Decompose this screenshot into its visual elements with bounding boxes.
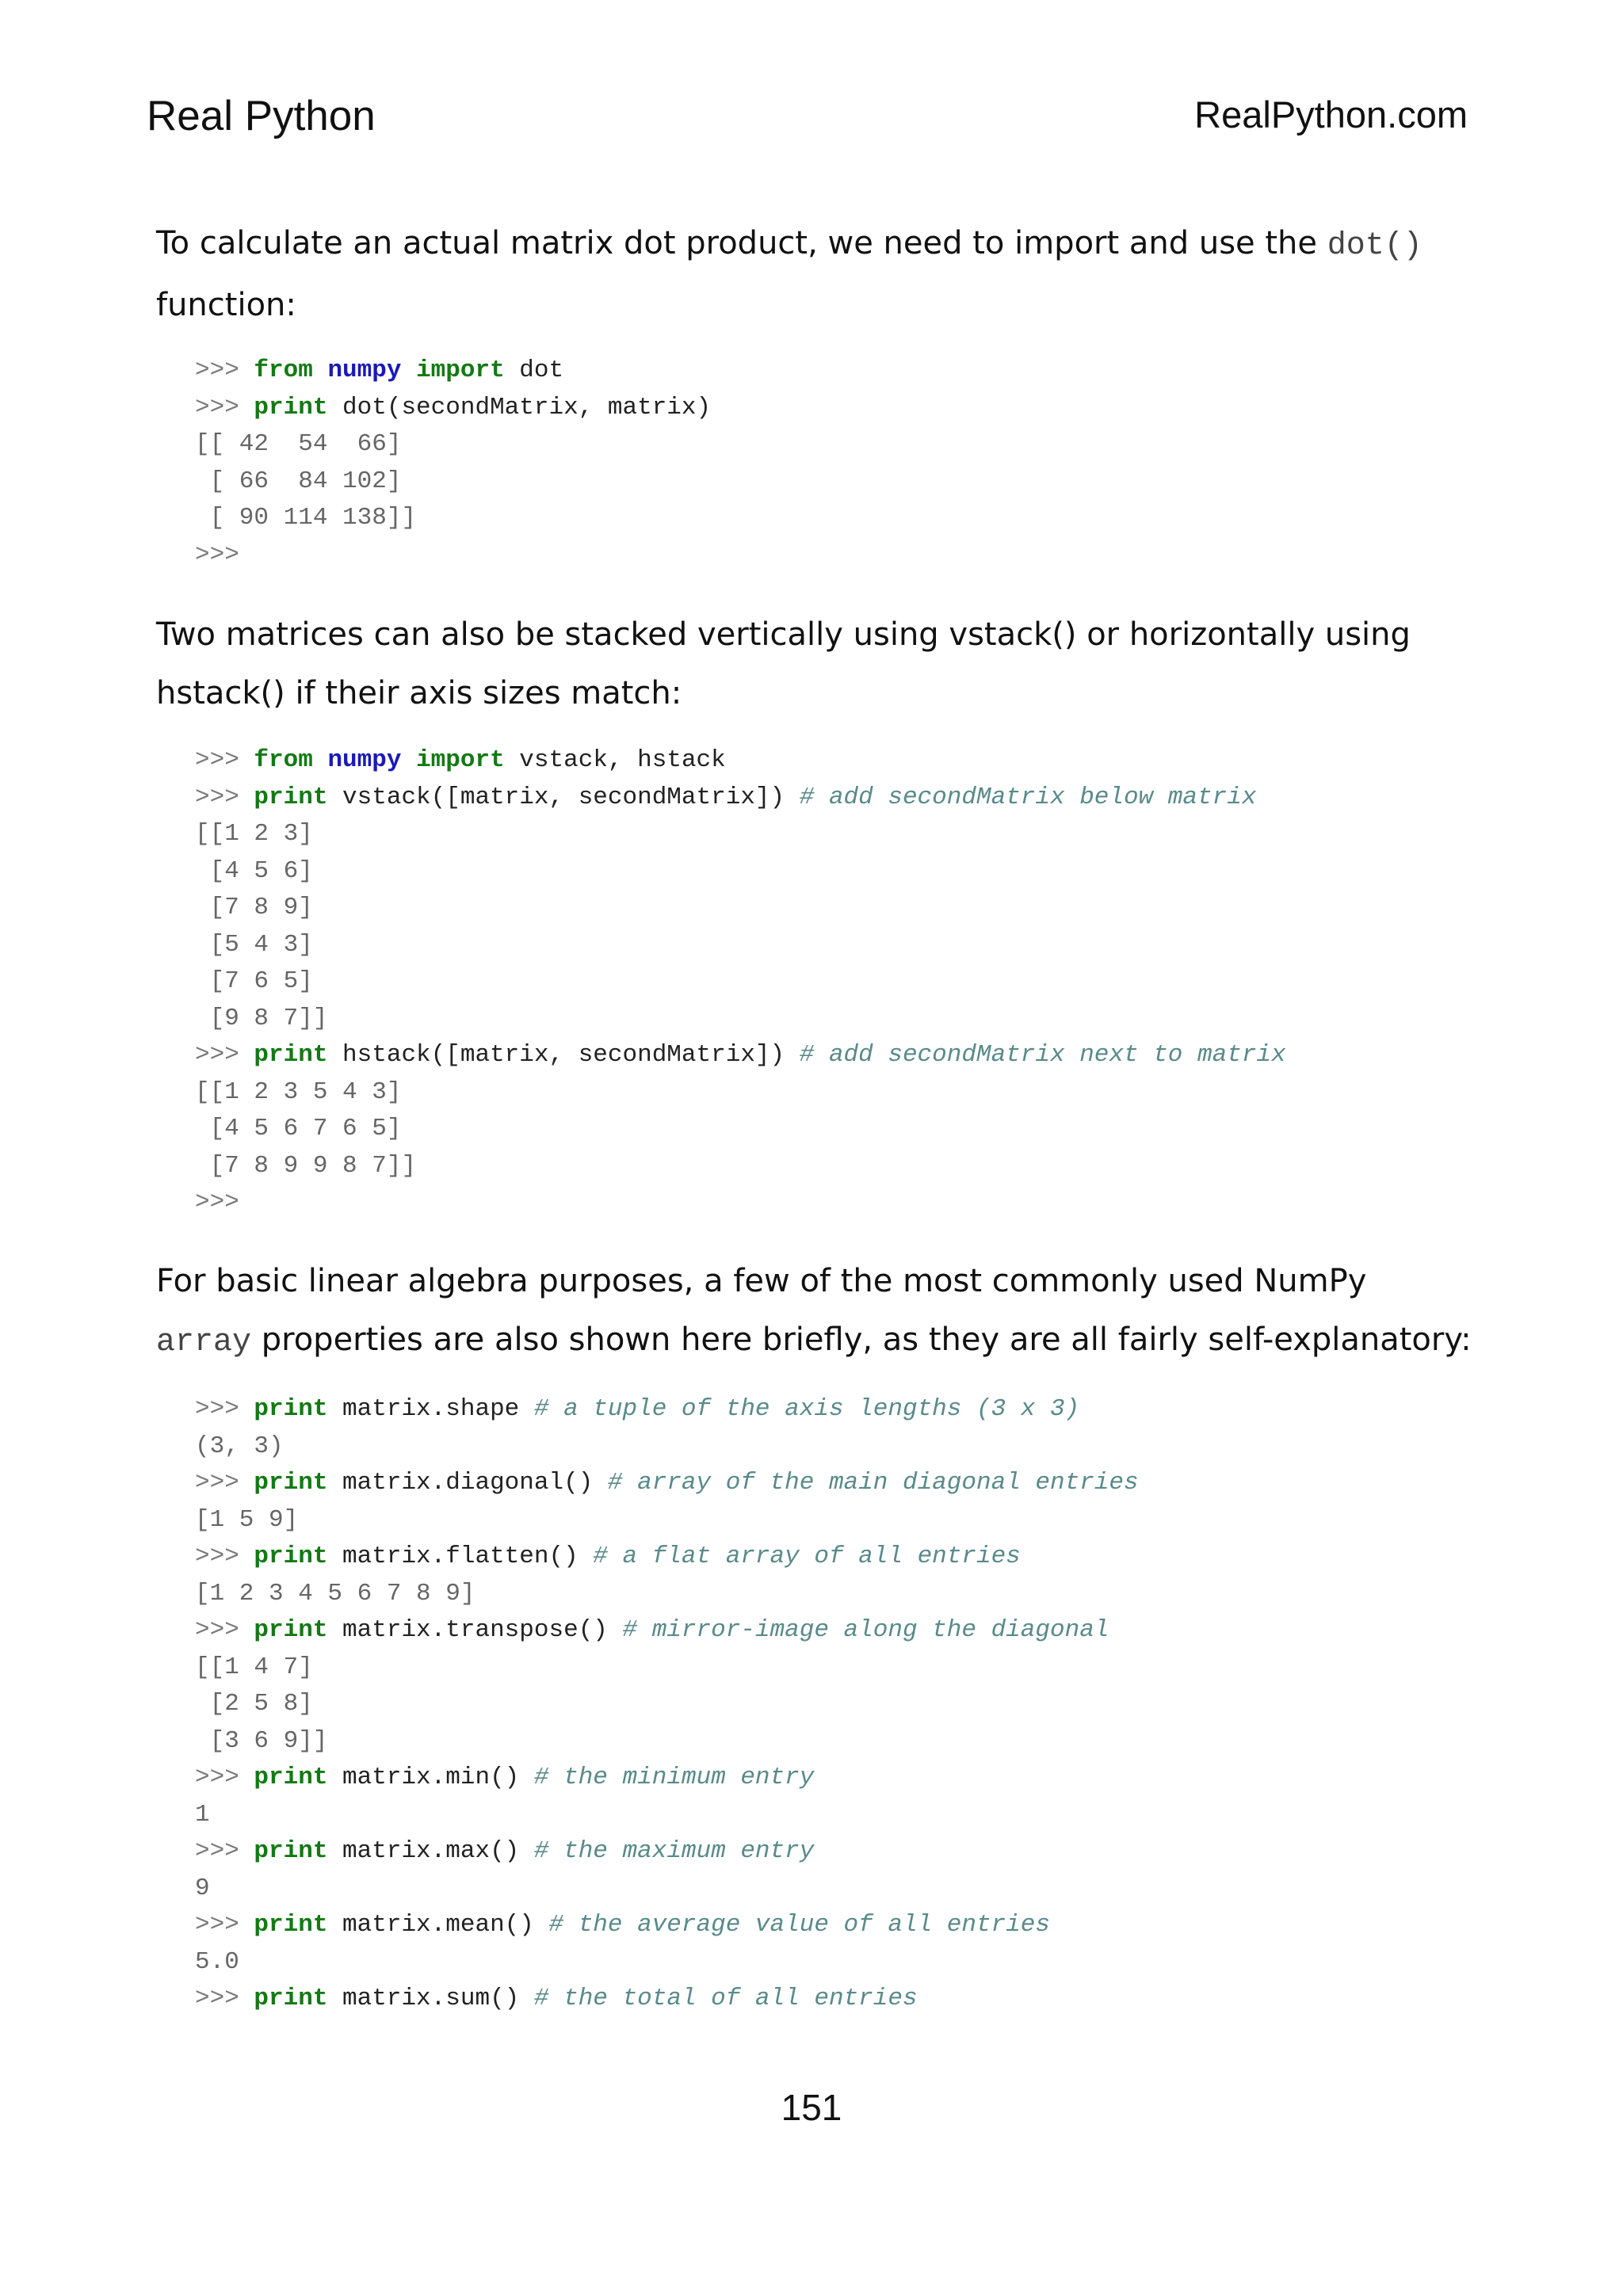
code-comment: # the total of all entries: [533, 1985, 918, 2012]
code-line: [195, 1981, 1139, 2018]
code-output: [3 6 9]]: [195, 1726, 328, 1755]
code-line: [195, 1833, 1139, 1871]
code-output: [5 4 3]: [195, 930, 313, 959]
code-line: [195, 1428, 1139, 1466]
code-output: [2 5 8]: [195, 1690, 313, 1718]
code-output: 5.0: [195, 1947, 239, 1976]
code-prompt: >>>: [195, 783, 254, 811]
code-keyword: import: [416, 357, 505, 384]
code-comment: # the average value of all entries: [548, 1911, 1050, 1939]
code-module: numpy: [327, 357, 402, 384]
code-output: [[1 4 7]: [195, 1653, 313, 1681]
code-keyword: print: [254, 393, 328, 421]
code-prompt: >>>: [195, 1469, 254, 1497]
code-keyword: print: [254, 1985, 328, 2012]
code-prompt: >>>: [195, 1764, 254, 1791]
code-text: dot(secondMatrix, matrix): [327, 393, 712, 421]
code-text: vstack, hstack: [504, 746, 726, 774]
code-line: [195, 1148, 1286, 1185]
code-keyword: print: [254, 1469, 328, 1497]
code-output: [4 5 6]: [195, 856, 313, 885]
inline-code: array: [156, 1325, 252, 1360]
code-comment: # add secondMatrix next to matrix: [799, 1041, 1286, 1069]
code-output: [7 8 9]: [195, 894, 313, 921]
code-text: matrix.flatten(): [327, 1543, 594, 1570]
code-line: [195, 1001, 1286, 1038]
code-prompt: >>>: [195, 1188, 239, 1216]
code-line: [195, 816, 1286, 853]
code-line: [195, 1037, 1286, 1074]
code-prompt: >>>: [195, 1616, 254, 1644]
code-keyword: print: [254, 783, 328, 811]
code-line: [195, 1391, 1139, 1428]
code-comment: # mirror-image along the diagonal: [622, 1616, 1109, 1644]
code-keyword: from: [254, 746, 313, 774]
code-line: [195, 537, 711, 574]
code-keyword: from: [254, 357, 313, 384]
code-output: [4 5 6 7 6 5]: [195, 1115, 402, 1142]
code-line: [195, 390, 711, 427]
code-output: [ 66 84 102]: [195, 467, 402, 495]
code-line: [195, 500, 711, 537]
code-comment: # a tuple of the axis lengths (3 x 3): [533, 1395, 1080, 1423]
code-prompt: >>>: [195, 1911, 254, 1939]
code-line: [195, 1111, 1286, 1148]
code-line: [195, 353, 711, 390]
code-text: hstack([matrix, secondMatrix]): [327, 1041, 800, 1069]
code-text: dot: [504, 357, 564, 384]
code-keyword: print: [254, 1041, 328, 1069]
code-line: [195, 853, 1286, 891]
code-output: 9: [195, 1874, 210, 1902]
code-prompt: >>>: [195, 1543, 254, 1570]
code-prompt: >>>: [195, 746, 254, 774]
code-line: [195, 1576, 1139, 1613]
code-line: [195, 1184, 1286, 1222]
page-number: 151: [781, 2087, 842, 2128]
code-keyword: print: [254, 1395, 328, 1423]
paragraph-text: function:: [156, 287, 296, 323]
code-text: matrix.max(): [327, 1837, 534, 1865]
code-output: [1 5 9]: [195, 1505, 299, 1534]
code-line: [195, 1650, 1139, 1687]
code-block-dot: [195, 353, 711, 574]
code-output: [[1 2 3 5 4 3]: [195, 1077, 402, 1106]
code-module: numpy: [327, 746, 402, 774]
code-text: vstack([matrix, secondMatrix]): [327, 783, 800, 811]
code-comment: # the maximum entry: [533, 1837, 815, 1865]
code-line: [195, 1074, 1286, 1112]
code-line: [195, 463, 711, 501]
code-output: 1: [195, 1800, 210, 1829]
code-keyword: print: [254, 1764, 328, 1791]
code-output: (3, 3): [195, 1432, 284, 1460]
code-text: matrix.min(): [327, 1764, 534, 1791]
code-text: matrix.shape: [327, 1395, 534, 1423]
code-text: matrix.diagonal(): [327, 1469, 608, 1497]
code-output: [[ 42 54 66]: [195, 430, 402, 458]
code-keyword: print: [254, 1616, 328, 1644]
code-prompt: >>>: [195, 1837, 254, 1865]
code-line: [195, 742, 1286, 780]
code-output: [1 2 3 4 5 6 7 8 9]: [195, 1579, 475, 1608]
code-prompt: >>>: [195, 1395, 254, 1423]
paragraph-text: To calculate an actual matrix dot product, we need to import and use the: [156, 225, 1327, 261]
code-prompt: >>>: [195, 393, 254, 421]
code-line: [195, 1760, 1139, 1797]
code-line: [195, 1907, 1139, 1944]
code-block-properties: [195, 1391, 1139, 2018]
code-text: matrix.transpose(): [327, 1616, 623, 1644]
code-line: [195, 1797, 1139, 1834]
code-line: [195, 1723, 1139, 1760]
code-line: [195, 890, 1286, 927]
inline-code: dot(): [1327, 228, 1423, 264]
code-line: [195, 1612, 1139, 1650]
code-line: [195, 927, 1286, 964]
code-line: [195, 963, 1286, 1001]
code-line: [195, 1686, 1139, 1723]
code-keyword: print: [254, 1837, 328, 1865]
code-comment: # a flat array of all entries: [593, 1543, 1021, 1570]
code-line: [195, 1944, 1139, 1981]
paragraph-text: properties are also shown here briefly, as they are all fairly self-explanatory:: [251, 1322, 1472, 1358]
code-text: matrix.mean(): [327, 1911, 549, 1939]
paragraph-array-properties: [156, 1252, 1472, 1372]
code-output: [ 90 114 138]]: [195, 504, 417, 532]
code-output: [7 8 9 9 8 7]]: [195, 1151, 417, 1180]
code-comment: # the minimum entry: [533, 1764, 815, 1791]
code-prompt: >>>: [195, 1985, 254, 2012]
code-text: matrix.sum(): [327, 1985, 534, 2012]
code-keyword: import: [416, 746, 505, 774]
code-prompt: >>>: [195, 540, 239, 569]
code-comment: # add secondMatrix below matrix: [799, 783, 1257, 811]
code-output: [[1 2 3]: [195, 820, 313, 848]
paragraph-stacking: Two matrices can also be stacked vertically using vstack() or horizontally using hstack() if their axis sizes match:: [156, 616, 1411, 711]
code-output: [7 6 5]: [195, 967, 313, 995]
code-keyword: print: [254, 1543, 328, 1570]
header-site-name: RealPython.com: [1194, 93, 1468, 135]
code-output: [9 8 7]]: [195, 1004, 328, 1032]
code-line: [195, 1871, 1139, 1908]
code-line: [195, 1465, 1139, 1502]
header-book-title: Real Python: [147, 93, 376, 139]
code-line: [195, 1502, 1139, 1539]
code-prompt: >>>: [195, 357, 254, 384]
code-block-stack: [195, 742, 1286, 1222]
code-comment: # array of the main diagonal entries: [607, 1469, 1139, 1497]
code-line: [195, 780, 1286, 817]
code-prompt: >>>: [195, 1041, 254, 1069]
paragraph-dot-product: [156, 214, 1472, 334]
code-line: [195, 1539, 1139, 1576]
paragraph-text: For basic linear algebra purposes, a few of the most commonly used NumPy: [156, 1263, 1367, 1299]
code-keyword: print: [254, 1911, 328, 1939]
code-line: [195, 426, 711, 463]
